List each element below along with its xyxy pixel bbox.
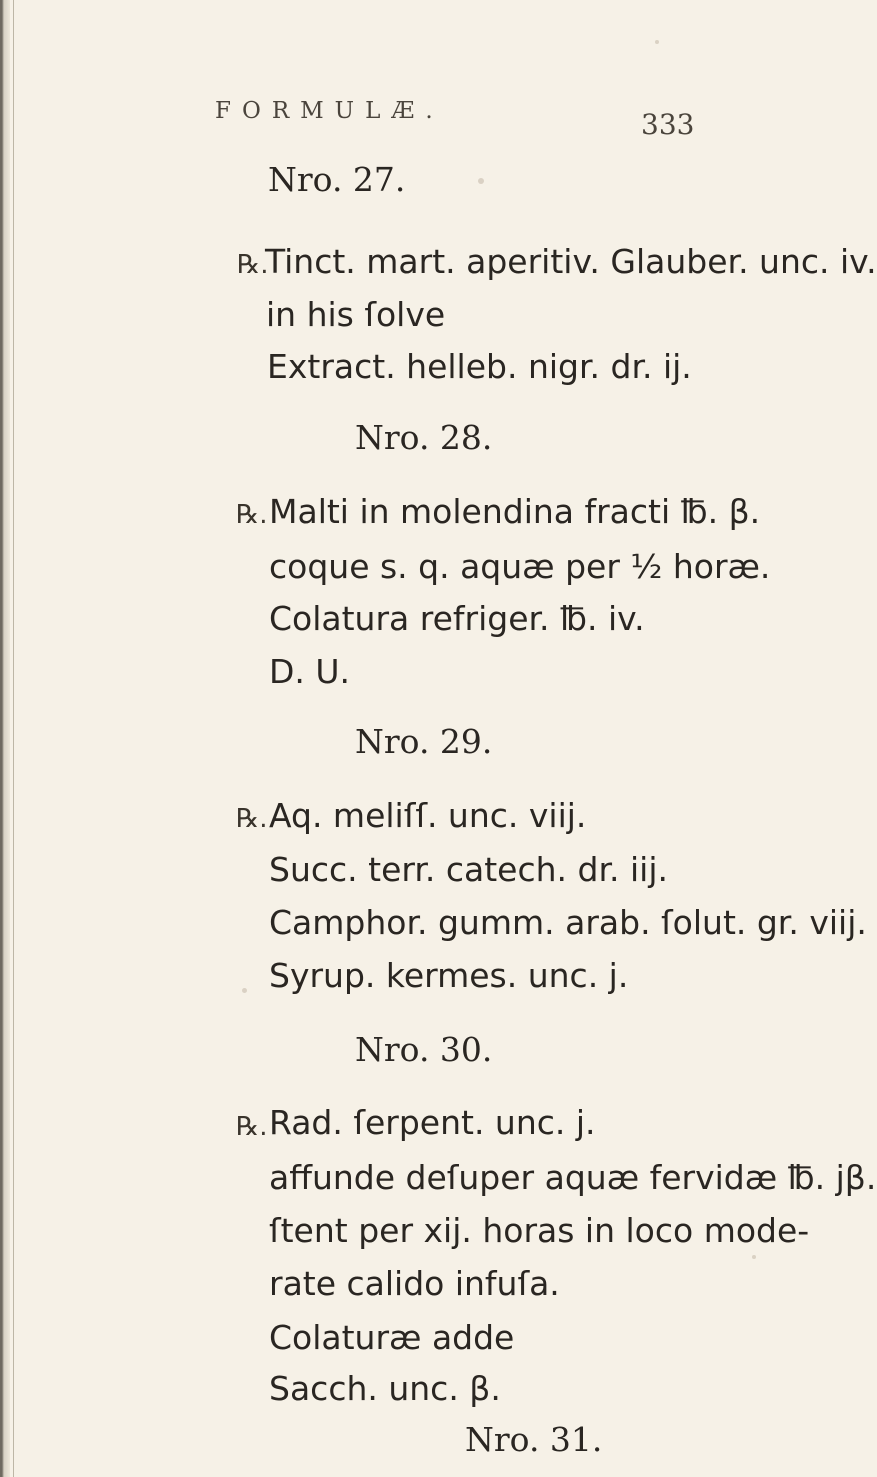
formula-line: Camphor. gumm. arab. ſolut. gr. viij. [269,903,867,942]
recipe-sign-icon: ℞. [236,804,268,834]
recipe-sign-icon: ℞. [236,1112,268,1142]
formula-line: Colaturæ adde [269,1318,515,1357]
formula-line: coque s. q. aquæ per ½ horæ. [269,547,771,586]
recipe-sign-icon: ℞. [237,250,269,280]
paper-speck [752,1255,756,1259]
recipe-sign-icon: ℞. [236,500,268,530]
paper-speck [478,178,484,184]
formula-line: Colatura refriger. ℔. iv. [269,599,645,638]
formula-heading: Nro. 27. [268,160,406,199]
formula-line: Sacch. unc. β. [269,1369,501,1408]
paper-speck [655,40,659,44]
running-title: FORMULÆ. [215,98,444,124]
formula-heading: Nro. 30. [355,1030,493,1069]
formula-line: D. U. [269,652,351,691]
formula-line: Aq. meliſſ. unc. viij. [269,796,587,835]
formula-line: Syrup. kermes. unc. j. [269,956,629,995]
binding-line [13,0,14,1477]
formula-line: Malti in molendina fracti ℔. β. [269,492,761,531]
catchword: Nro. 31. [465,1420,603,1459]
formula-line: Succ. terr. catech. dr. iij. [269,850,668,889]
formula-line: rate calido infuſa. [269,1264,560,1303]
formula-heading: Nro. 29. [355,722,493,761]
formula-heading: Nro. 28. [355,418,493,457]
paper-speck [242,988,247,993]
page-number: 333 [641,108,695,141]
binding-edge [0,0,10,1477]
formula-line: in his ſolve [266,295,446,334]
formula-line: ſtent per xij. horas in loco mode- [269,1211,810,1250]
formula-line: Extract. helleb. nigr. dr. ij. [267,347,692,386]
formula-line: affunde deſuper aquæ fervidæ ℔. jβ. [269,1158,877,1197]
formula-line: Tinct. mart. aperitiv. Glauber. unc. iv. [265,242,877,281]
formula-line: Rad. ſerpent. unc. j. [269,1103,596,1142]
